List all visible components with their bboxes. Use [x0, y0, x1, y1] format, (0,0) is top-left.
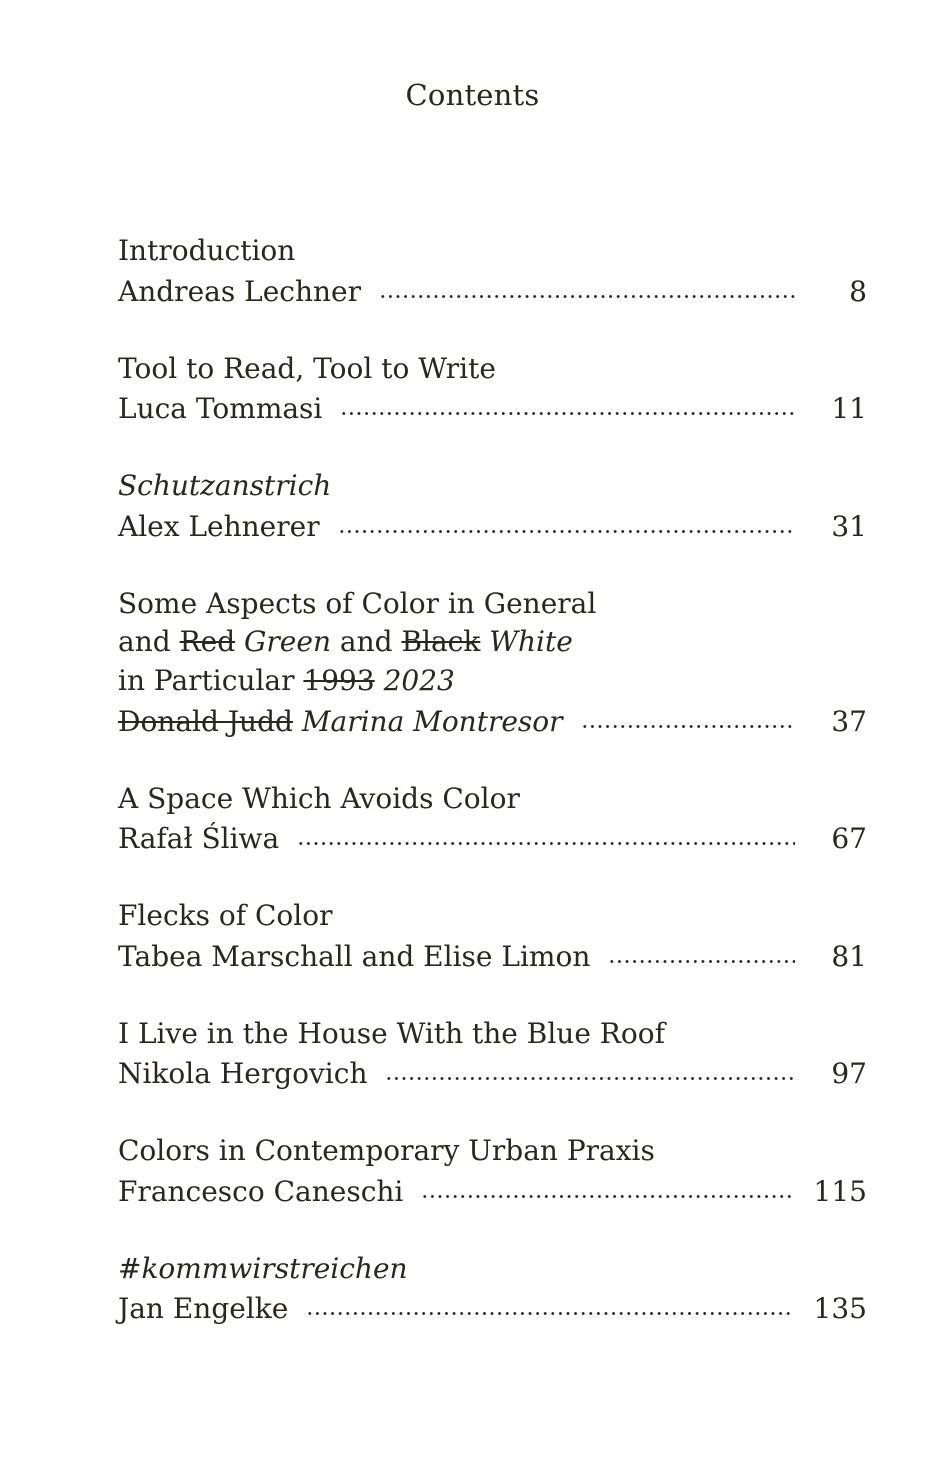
entry-title-line	[118, 662, 867, 701]
entry-title-line: Some Aspects of Color in General	[118, 586, 597, 620]
struck-year: 1993	[303, 663, 375, 697]
dot-leader	[297, 821, 795, 851]
entry-author: Tabea Marschall and Elise Limon	[118, 939, 591, 973]
entry-page-number: 31	[831, 509, 867, 543]
table-of-contents	[118, 232, 867, 1367]
dot-leader	[306, 1291, 791, 1321]
entry-page-number: 37	[831, 704, 867, 738]
entry-author: Luca Tommasi	[118, 392, 323, 426]
entry-page-number: 11	[831, 392, 867, 426]
entry-author: Francesco Caneschi	[118, 1174, 404, 1208]
struck-word: Black	[401, 625, 481, 659]
title-word: and	[339, 625, 393, 659]
entry-title: I Live in the House With the Blue Roof	[118, 1016, 665, 1050]
struck-word: Red	[179, 625, 236, 659]
entry-author: Jan Engelke	[118, 1292, 289, 1326]
toc-entry	[118, 1132, 867, 1211]
page-title: Contents	[405, 78, 540, 112]
toc-entry	[118, 1250, 867, 1329]
entry-title: Tool to Read, Tool to Write	[118, 351, 496, 385]
entry-author: Andreas Lechner	[118, 274, 361, 308]
entry-author: Alex Lehnerer	[118, 509, 320, 543]
toc-entry	[118, 232, 867, 311]
struck-author: Donald Judd	[118, 704, 293, 738]
entry-title-line	[118, 623, 867, 662]
toc-entry	[118, 897, 867, 976]
dot-leader	[338, 509, 795, 539]
replacement-year: 2023	[383, 663, 455, 697]
entry-author: Rafał Śliwa	[118, 822, 280, 856]
replacement-word: Green	[244, 625, 331, 659]
dot-leader	[379, 274, 795, 304]
entry-author: Nikola Hergovich	[118, 1057, 368, 1091]
entry-title: Flecks of Color	[118, 899, 333, 933]
toc-entry	[118, 467, 867, 546]
entry-title: #kommwirstreichen	[118, 1251, 408, 1285]
entry-page-number: 115	[813, 1174, 867, 1208]
toc-entry	[118, 350, 867, 429]
replacement-word: White	[489, 625, 573, 659]
entry-page-number: 81	[831, 939, 867, 973]
title-word: and	[118, 625, 171, 659]
dot-leader	[608, 939, 795, 969]
entry-page-number: 97	[831, 1057, 867, 1091]
entry-title: Schutzanstrich	[118, 469, 332, 503]
entry-author	[118, 703, 563, 742]
dot-leader	[340, 391, 795, 421]
toc-entry	[118, 585, 867, 741]
entry-page-number: 135	[813, 1292, 867, 1326]
entry-title: Introduction	[118, 234, 296, 267]
dot-leader	[581, 704, 795, 734]
toc-entry	[118, 1015, 867, 1094]
dot-leader	[421, 1174, 791, 1204]
entry-page-number: 67	[831, 822, 867, 856]
replacement-author: Marina Montresor	[301, 704, 563, 738]
dot-leader	[385, 1056, 795, 1086]
entry-page-number: 8	[849, 274, 867, 308]
toc-entry	[118, 780, 867, 859]
entry-title: Colors in Contemporary Urban Praxis	[118, 1134, 655, 1168]
entry-title: A Space Which Avoids Color	[118, 781, 520, 815]
title-word: in Particular	[118, 663, 295, 697]
